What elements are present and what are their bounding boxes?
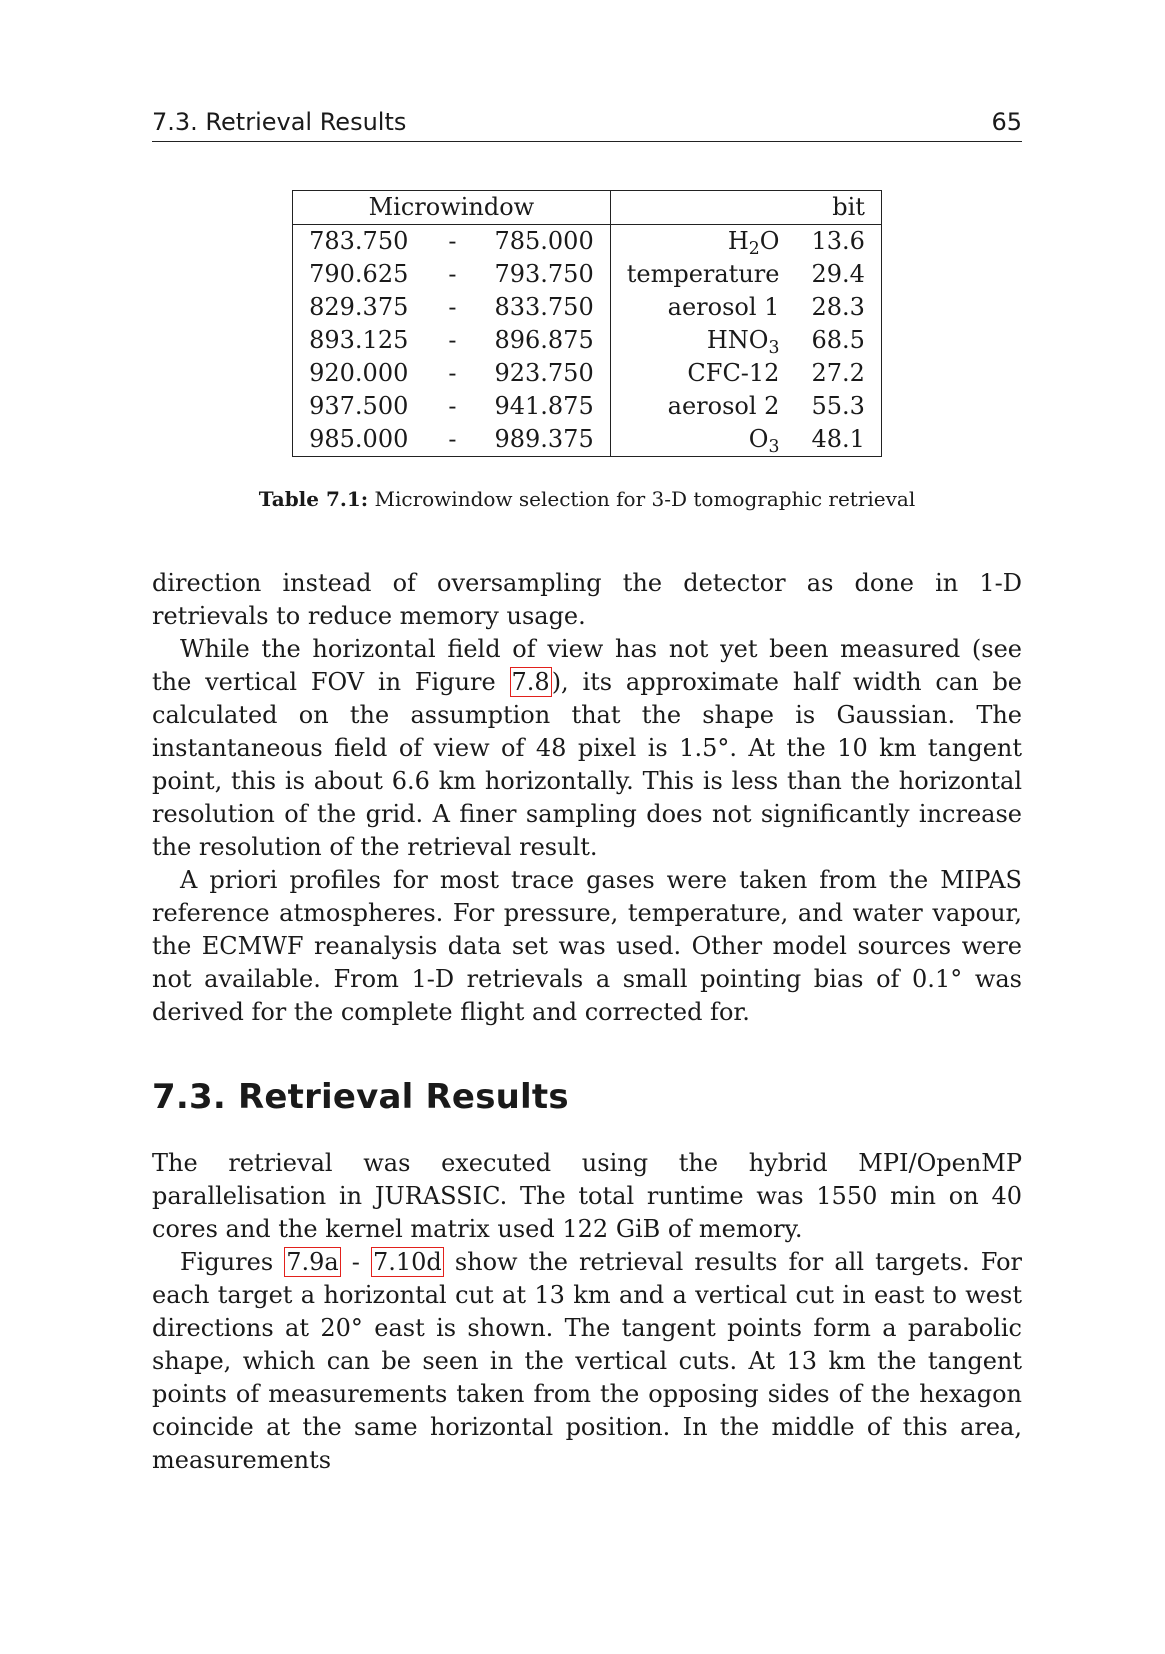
paragraph-2-text-a: While the horizontal field of view has not yet been measured (see the vertical FOV in Figure bbox=[152, 635, 1022, 696]
target-gas-name: temperature bbox=[626, 260, 780, 288]
figure-link-7-9a[interactable]: 7.9a bbox=[286, 1248, 339, 1276]
figure-link-7-10d[interactable]: 7.10d bbox=[372, 1248, 442, 1276]
microwindow-start: 937.500 bbox=[293, 390, 427, 423]
microwindow-table bbox=[292, 190, 882, 457]
target-gas-name: aerosol 2 bbox=[667, 392, 780, 420]
range-dash: - bbox=[426, 423, 478, 457]
bit-value: 55.3 bbox=[795, 390, 881, 423]
range-dash: - bbox=[448, 227, 457, 255]
paragraph-4: The retrieval was executed using the hybrid MPI/OpenMP parallelisation in JURASSIC. The total runtime was 1550 min on 40 cores and the kernel matrix used 122 GiB of memory. bbox=[152, 1149, 1022, 1243]
bit-value: 29.4 bbox=[795, 258, 881, 291]
bit-value: 27.2 bbox=[795, 357, 881, 390]
microwindow-start: 920.000 bbox=[293, 357, 427, 390]
table-row bbox=[293, 357, 882, 390]
section-body bbox=[152, 1147, 1022, 1477]
table-header-gas bbox=[610, 191, 795, 225]
figure-link-7-8[interactable]: 7.8 bbox=[511, 668, 550, 696]
table-row bbox=[293, 258, 882, 291]
table-row bbox=[293, 291, 882, 324]
microwindow-end: 793.750 bbox=[478, 258, 610, 291]
running-header-section: 7.3. Retrieval Results bbox=[152, 108, 407, 136]
table-header-bit: bit bbox=[795, 191, 881, 225]
target-gas bbox=[610, 390, 795, 423]
table-row bbox=[293, 390, 882, 423]
range-dash: - bbox=[448, 392, 457, 420]
section-heading: 7.3. Retrieval Results bbox=[152, 1077, 569, 1117]
paragraph-3: A priori profiles for most trace gases were taken from the MIPAS reference atmospheres. For pressure, temperature, and water vapour, the ECMWF reanalysis data set was used. Other model sources were not available. From 1-D retrievals a small pointing bias of 0.1° was derived for the complete flight and corrected for. bbox=[152, 866, 1022, 1026]
microwindow-start: 829.375 bbox=[293, 291, 427, 324]
table-body bbox=[293, 225, 882, 457]
bit-value: 48.1 bbox=[795, 423, 881, 457]
range-dash: - bbox=[448, 326, 457, 354]
bit-value: 68.5 bbox=[795, 324, 881, 357]
table-caption-text: Microwindow selection for 3-D tomographic retrieval bbox=[374, 487, 916, 511]
page bbox=[152, 108, 1022, 1477]
microwindow-end: 785.000 bbox=[478, 225, 610, 259]
target-gas-subscript: 3 bbox=[768, 337, 780, 358]
paragraph-5-sep: - bbox=[340, 1248, 371, 1276]
range-dash: - bbox=[448, 260, 457, 288]
body-text bbox=[152, 567, 1022, 1029]
microwindow-start: 790.625 bbox=[293, 258, 427, 291]
target-gas bbox=[610, 357, 795, 390]
target-gas bbox=[610, 225, 795, 259]
table-row bbox=[293, 324, 882, 357]
target-gas-name: CFC-12 bbox=[687, 359, 780, 387]
microwindow-end: 941.875 bbox=[478, 390, 610, 423]
paragraph-5-text-a: Figures bbox=[180, 1248, 285, 1276]
table-caption bbox=[152, 487, 1022, 511]
microwindow-start: 893.125 bbox=[293, 324, 427, 357]
target-gas-name: O bbox=[748, 425, 769, 453]
table-row bbox=[293, 225, 882, 259]
target-gas-name: H bbox=[727, 227, 749, 255]
target-gas bbox=[610, 258, 795, 291]
microwindow-end: 923.750 bbox=[478, 357, 610, 390]
paragraph-1: direction instead of oversampling the detector as done in 1-D retrievals to reduce memory usage. bbox=[152, 569, 1022, 630]
microwindow-end: 989.375 bbox=[478, 423, 610, 457]
target-gas-name: aerosol 1 bbox=[667, 293, 780, 321]
bit-value: 13.6 bbox=[795, 225, 881, 259]
microwindow-start: 985.000 bbox=[293, 423, 427, 457]
target-gas bbox=[610, 291, 795, 324]
running-header bbox=[152, 108, 1022, 142]
microwindow-end: 833.750 bbox=[478, 291, 610, 324]
paragraph-5-text-b: show the retrieval results for all targets. For each target a horizontal cut at 13 km and a vertical cut in east to west directions at 20° east is shown. The tangent points form a parabolic shape, which can be seen in the vertical cuts. At 13 km the tangent points of measurements taken from the opposing sides of the hexagon coincide at the same horizontal position. In the middle of this area, measurements bbox=[152, 1248, 1022, 1474]
table-row bbox=[293, 423, 882, 457]
paragraph-5 bbox=[152, 1246, 1022, 1477]
paragraph-2 bbox=[152, 633, 1022, 864]
target-gas-subscript: 3 bbox=[768, 436, 780, 457]
bit-value: 28.3 bbox=[795, 291, 881, 324]
target-gas bbox=[610, 423, 795, 457]
page-number: 65 bbox=[991, 108, 1022, 136]
target-gas bbox=[610, 324, 795, 357]
range-dash: - bbox=[448, 293, 457, 321]
range-dash: - bbox=[448, 359, 457, 387]
table-header-microwindow: Microwindow bbox=[293, 191, 611, 225]
target-gas-subscript: 2 bbox=[748, 238, 760, 259]
table-caption-label: Table 7.1: bbox=[258, 487, 369, 511]
paragraph-2-text-b: ), its approximate half width can be calculated on the assumption that the shape is Gaussian. The instantaneous field of view of 48 pixel is 1.5°. At the 10 km tangent point, this is about 6.6 km horizontally. This is less than the horizontal resolution of the grid. A finer sampling does not significantly increase the resolution of the retrieval result. bbox=[152, 668, 1023, 861]
target-gas-name: HNO bbox=[706, 326, 769, 354]
target-gas-tail: O bbox=[759, 227, 780, 255]
microwindow-end: 896.875 bbox=[478, 324, 610, 357]
microwindow-start: 783.750 bbox=[293, 225, 427, 259]
